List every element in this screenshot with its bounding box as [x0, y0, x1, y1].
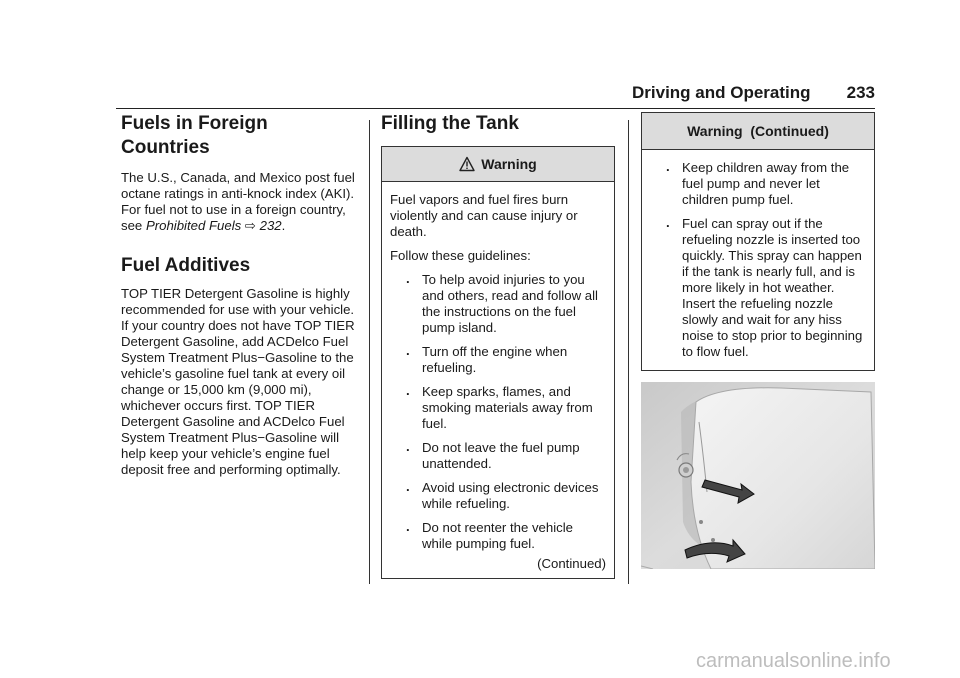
- column-divider-1: [369, 120, 370, 584]
- list-item: . Fuel can spray out if the refueling nozzle is inserted too quickly. This spray can happen if the tank is nearly full, and is more likely in hot weather. Insert the refueling nozzle slowly and wait for any hiss noise to stop prior to beginning to flow fuel.: [660, 216, 866, 360]
- section-title: Driving and Operating: [632, 83, 811, 102]
- warning-guidelines: Follow these guidelines:: [390, 248, 531, 263]
- warning-continued-box: [641, 112, 875, 371]
- heading-fuel-additives: Fuel Additives: [121, 255, 251, 276]
- warning-continued-label: Warning (Continued): [687, 123, 829, 139]
- column-1: [121, 110, 357, 478]
- page-number: 233: [846, 83, 875, 102]
- page-ref[interactable]: 232: [259, 218, 282, 233]
- paragraph-fuels-foreign: The U.S., Canada, and Mexico post fuel octane ratings in anti-knock index (AKI). For fuel not to use in a foreign country, see Prohibited Fuels ⇨ 232.: [121, 170, 355, 233]
- warning-bullet-list: [390, 272, 606, 552]
- continued-label: (Continued): [537, 556, 606, 571]
- warning-label: Warning: [481, 156, 537, 172]
- column-2: [381, 110, 615, 579]
- list-item: . Keep sparks, flames, and smoking materials away from fuel.: [400, 384, 606, 432]
- list-item: . Do not reenter the vehicle while pumping fuel.: [400, 520, 606, 552]
- heading-fuels-foreign: Fuels in Foreign Countries: [121, 113, 268, 158]
- list-item: . Turn off the engine when refueling.: [400, 344, 606, 376]
- warning-continued-list: [650, 160, 866, 360]
- header-rule: [116, 108, 875, 109]
- warning-triangle-icon: [459, 156, 475, 172]
- watermark-text: carmanualsonline.info: [696, 650, 891, 672]
- list-item: . Keep children away from the fuel pump and never let children pump fuel.: [660, 160, 866, 208]
- page-ref-arrow-icon: ⇨: [244, 218, 256, 233]
- list-item: . To help avoid injuries to you and others, read and follow all the instructions on the fuel pump island.: [400, 272, 606, 336]
- list-item: . Do not leave the fuel pump unattended.: [400, 440, 606, 472]
- warning-intro: Fuel vapors and fuel fires burn violently and can cause injury or death.: [390, 192, 578, 239]
- warning-header: [382, 147, 614, 182]
- fuel-door-image: [641, 382, 875, 569]
- list-item: . Avoid using electronic devices while refueling.: [400, 480, 606, 512]
- warning-continued-body: [642, 150, 874, 370]
- warning-body: [382, 182, 614, 578]
- warning-box: [381, 146, 615, 579]
- heading-filling-tank: Filling the Tank: [381, 113, 519, 134]
- column-divider-2: [628, 120, 629, 584]
- column-3: [641, 112, 875, 371]
- paragraph-fuel-additives: TOP TIER Detergent Gasoline is highly recommended for use with your vehicle. If your country does not have TOP TIER Detergent Gasoline, add ACDelco Fuel System Treatment Plus−Gasoline to the vehicle’s gasoline fuel tank at every oil change or 15,000 km (9,000 mi), whichever occurs first. TOP TIER Detergent Gasoline and ACDelco Fuel System Treatment Plus−Gasoline will help keep your vehicle’s engine fuel deposit free and performing optimally.: [121, 286, 355, 477]
- link-prohibited-fuels[interactable]: Prohibited Fuels: [145, 218, 242, 233]
- warning-continued-header: [642, 113, 874, 150]
- page-header: [632, 80, 875, 106]
